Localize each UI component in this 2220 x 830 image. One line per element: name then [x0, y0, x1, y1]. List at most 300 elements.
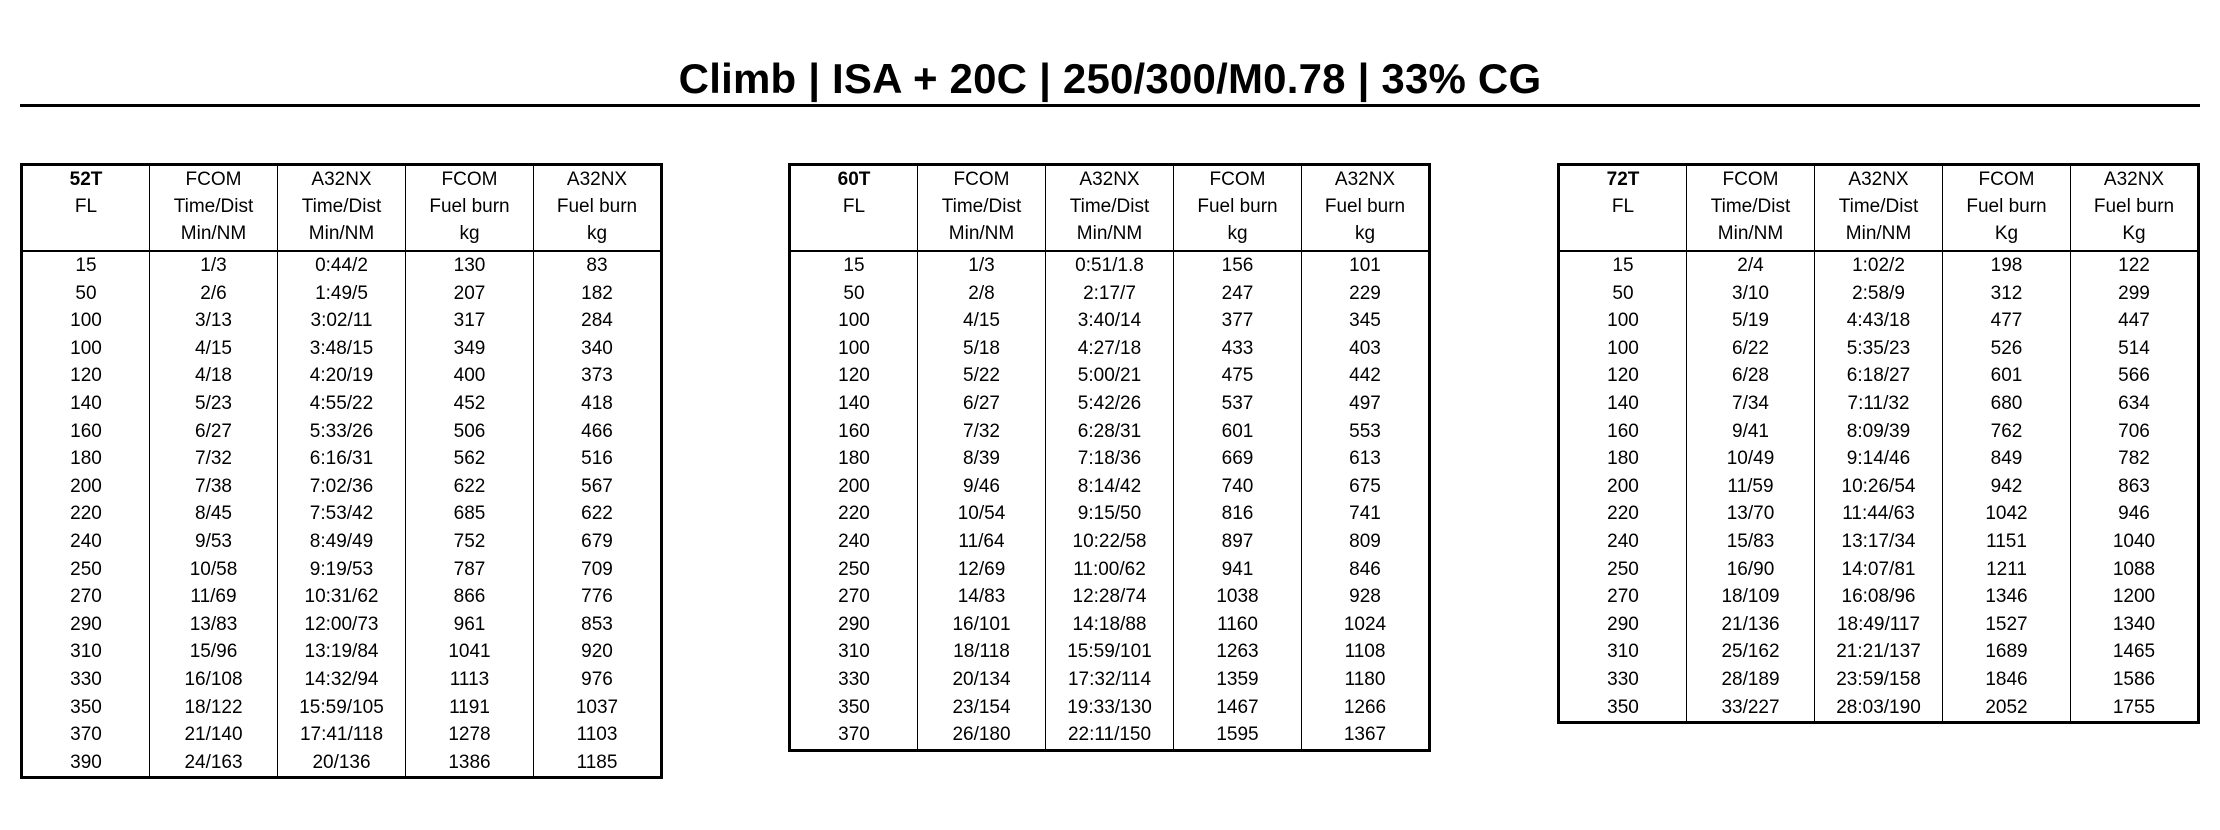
title-underline — [20, 104, 2200, 107]
cell-fcom-time-dist: 5/19 — [1687, 307, 1815, 335]
header-line: kg — [459, 223, 480, 244]
header-line: Time/Dist — [1069, 196, 1150, 217]
cell-fcom-fuel-burn: 506 — [406, 418, 534, 446]
cell-a32nx-time-dist: 28:03/190 — [1815, 694, 1943, 723]
cell-fcom-fuel-burn: 680 — [1943, 390, 2071, 418]
cell-fcom-fuel-burn: 1846 — [1943, 666, 2071, 694]
cell-fl: 310 — [70, 641, 102, 663]
table-row — [790, 390, 1430, 418]
cell-fl: 250 — [70, 558, 102, 580]
cell-fl: 100 — [1607, 310, 1639, 332]
cell-a32nx-fuel-burn: 782 — [2071, 445, 2199, 473]
table-row — [1559, 528, 2199, 556]
header-line: kg — [1227, 223, 1248, 244]
table-row — [22, 583, 662, 611]
cell-fl: 100 — [70, 337, 102, 359]
cell-a32nx-fuel-burn: 863 — [2071, 473, 2199, 501]
table-row — [790, 583, 1430, 611]
cell-fcom-fuel-burn: 1386 — [406, 749, 534, 778]
cell-fcom-fuel-burn: 740 — [1174, 473, 1302, 501]
cell-fcom-time-dist: 1/3 — [150, 251, 278, 280]
cell-a32nx-time-dist: 4:20/19 — [278, 362, 406, 390]
header-row — [790, 165, 1430, 252]
cell-fl: 15 — [75, 255, 97, 276]
header-line: Min/NM — [1845, 223, 1912, 244]
cell-fl: 160 — [70, 420, 102, 442]
cell-a32nx-time-dist: 9:15/50 — [1046, 500, 1174, 528]
cell-fl: 160 — [838, 420, 870, 442]
cell-fl: 140 — [838, 392, 870, 414]
cell-a32nx-fuel-burn: 1755 — [2071, 694, 2199, 723]
cell-a32nx-time-dist: 16:08/96 — [1815, 583, 1943, 611]
cell-fcom-fuel-burn: 762 — [1943, 418, 2071, 446]
cell-fcom-time-dist: 7/32 — [918, 418, 1046, 446]
header-line: A32NX — [311, 169, 372, 190]
table-row — [22, 445, 662, 473]
cell-a32nx-time-dist: 5:35/23 — [1815, 335, 1943, 363]
column-header-fcom-fuel-burn — [406, 165, 534, 252]
cell-fcom-fuel-burn: 1263 — [1174, 638, 1302, 666]
table-row — [22, 666, 662, 694]
table-row — [1559, 445, 2199, 473]
header-line — [791, 220, 917, 247]
cell-a32nx-time-dist: 18:49/117 — [1815, 611, 1943, 639]
cell-fcom-fuel-burn: 787 — [406, 556, 534, 584]
cell-fcom-fuel-burn: 207 — [406, 280, 534, 308]
cell-fcom-time-dist: 4/15 — [918, 307, 1046, 335]
cell-fcom-fuel-burn: 1346 — [1943, 583, 2071, 611]
climb-table-60t — [788, 163, 1431, 752]
cell-fl: 240 — [1607, 530, 1639, 552]
cell-a32nx-time-dist: 12:28/74 — [1046, 583, 1174, 611]
cell-a32nx-time-dist: 5:42/26 — [1046, 390, 1174, 418]
cell-fcom-fuel-burn: 622 — [406, 473, 534, 501]
header-line: kg — [586, 223, 608, 244]
cell-fcom-time-dist: 16/108 — [150, 666, 278, 694]
cell-fcom-time-dist: 13/83 — [150, 611, 278, 639]
header-line: A32NX — [566, 169, 628, 190]
cell-a32nx-fuel-burn: 340 — [534, 335, 662, 363]
cell-fl: 120 — [70, 365, 102, 387]
cell-fl: 330 — [70, 668, 102, 690]
header-line: Fuel burn — [556, 196, 638, 217]
table-row — [22, 473, 662, 501]
table-row — [1559, 362, 2199, 390]
table-row — [1559, 556, 2199, 584]
table-row — [1559, 473, 2199, 501]
cell-fcom-fuel-burn: 752 — [406, 528, 534, 556]
column-header-a32nx-time-dist — [1046, 165, 1174, 252]
cell-a32nx-time-dist: 5:00/21 — [1046, 362, 1174, 390]
header-line: Min/NM — [1076, 223, 1143, 244]
cell-a32nx-time-dist: 10:26/54 — [1815, 473, 1943, 501]
cell-a32nx-fuel-burn: 566 — [2071, 362, 2199, 390]
cell-fl: 120 — [838, 365, 870, 387]
cell-fcom-time-dist: 18/122 — [150, 694, 278, 722]
cell-fcom-time-dist: 8/39 — [918, 445, 1046, 473]
cell-a32nx-fuel-burn: 776 — [534, 583, 662, 611]
cell-a32nx-fuel-burn: 1024 — [1302, 611, 1430, 639]
cell-fl: 120 — [1607, 365, 1639, 387]
table-row — [22, 390, 662, 418]
cell-a32nx-time-dist: 17:32/114 — [1046, 666, 1174, 694]
cell-fcom-fuel-burn: 537 — [1174, 390, 1302, 418]
header-line: FCOM — [1978, 169, 2035, 190]
cell-a32nx-fuel-burn: 403 — [1302, 335, 1430, 363]
table-row — [790, 528, 1430, 556]
column-header-fcom-time-dist — [918, 165, 1046, 252]
table-row — [22, 749, 662, 778]
cell-fl: 140 — [1607, 392, 1639, 414]
cell-a32nx-fuel-burn: 345 — [1302, 307, 1430, 335]
table-row — [22, 721, 662, 749]
cell-a32nx-time-dist: 7:02/36 — [278, 473, 406, 501]
cell-a32nx-time-dist: 5:33/26 — [278, 418, 406, 446]
header-line: FL — [74, 196, 98, 217]
table-row — [790, 473, 1430, 501]
cell-a32nx-time-dist: 3:02/11 — [278, 307, 406, 335]
cell-fl: 240 — [70, 530, 102, 552]
cell-fcom-fuel-burn: 156 — [1174, 251, 1302, 280]
header-row — [1559, 165, 2199, 252]
cell-a32nx-time-dist: 4:55/22 — [278, 390, 406, 418]
cell-a32nx-fuel-burn: 83 — [534, 251, 662, 280]
cell-a32nx-fuel-burn: 1040 — [2071, 528, 2199, 556]
column-header-fcom-time-dist — [1687, 165, 1815, 252]
cell-fcom-fuel-burn: 685 — [406, 500, 534, 528]
table-row — [1559, 280, 2199, 308]
table-row — [790, 280, 1430, 308]
cell-a32nx-time-dist: 11:44/63 — [1815, 500, 1943, 528]
cell-fcom-fuel-burn: 1359 — [1174, 666, 1302, 694]
cell-a32nx-time-dist: 11:00/62 — [1046, 556, 1174, 584]
cell-fl: 370 — [70, 724, 102, 746]
cell-fcom-time-dist: 11/64 — [918, 528, 1046, 556]
table-row — [790, 307, 1430, 335]
column-header-fcom-fuel-burn — [1174, 165, 1302, 252]
cell-a32nx-fuel-burn: 1088 — [2071, 556, 2199, 584]
cell-fcom-fuel-burn: 1191 — [406, 694, 534, 722]
cell-fcom-time-dist: 7/32 — [150, 445, 278, 473]
cell-a32nx-time-dist: 15:59/105 — [278, 694, 406, 722]
cell-a32nx-time-dist: 3:48/15 — [278, 335, 406, 363]
cell-a32nx-fuel-burn: 613 — [1302, 445, 1430, 473]
cell-fl: 180 — [70, 448, 102, 470]
header-line: FL — [1611, 196, 1635, 217]
cell-a32nx-time-dist: 19:33/130 — [1046, 694, 1174, 722]
header-line: A32NX — [1334, 169, 1396, 190]
cell-fcom-time-dist: 23/154 — [918, 694, 1046, 722]
table-row — [790, 638, 1430, 666]
cell-fl: 390 — [70, 751, 102, 773]
header-line: Time/Dist — [301, 196, 382, 217]
table-row — [790, 500, 1430, 528]
column-header-a32nx-fuel-burn — [534, 165, 662, 252]
cell-fcom-time-dist: 9/53 — [150, 528, 278, 556]
cell-a32nx-time-dist: 3:40/14 — [1046, 307, 1174, 335]
cell-fcom-fuel-burn: 961 — [406, 611, 534, 639]
table-row — [790, 556, 1430, 584]
cell-a32nx-time-dist: 22:11/150 — [1046, 721, 1174, 750]
cell-fcom-fuel-burn: 816 — [1174, 500, 1302, 528]
cell-fcom-time-dist: 2/4 — [1687, 251, 1815, 280]
cell-fcom-fuel-burn: 312 — [1943, 280, 2071, 308]
cell-fcom-time-dist: 28/189 — [1687, 666, 1815, 694]
table-row — [790, 445, 1430, 473]
table-row — [22, 251, 662, 280]
cell-a32nx-fuel-burn: 920 — [534, 638, 662, 666]
cell-fl: 310 — [1607, 641, 1639, 663]
cell-fl: 220 — [838, 503, 870, 525]
cell-fcom-time-dist: 3/10 — [1687, 280, 1815, 308]
cell-a32nx-fuel-burn: 1340 — [2071, 611, 2199, 639]
table-row — [790, 694, 1430, 722]
cell-fcom-fuel-burn: 562 — [406, 445, 534, 473]
cell-a32nx-fuel-burn: 1266 — [1302, 694, 1430, 722]
cell-fcom-fuel-burn: 866 — [406, 583, 534, 611]
cell-a32nx-fuel-burn: 1185 — [534, 749, 662, 778]
cell-fcom-fuel-burn: 941 — [1174, 556, 1302, 584]
cell-a32nx-time-dist: 13:17/34 — [1815, 528, 1943, 556]
cell-a32nx-fuel-burn: 706 — [2071, 418, 2199, 446]
cell-fcom-time-dist: 7/34 — [1687, 390, 1815, 418]
cell-fcom-time-dist: 11/59 — [1687, 473, 1815, 501]
cell-a32nx-fuel-burn: 447 — [2071, 307, 2199, 335]
header-line: Time/Dist — [1710, 196, 1791, 217]
table-row — [1559, 500, 2199, 528]
cell-fcom-time-dist: 2/8 — [918, 280, 1046, 308]
cell-fl: 200 — [838, 475, 870, 497]
cell-a32nx-fuel-burn: 1465 — [2071, 638, 2199, 666]
cell-fcom-fuel-burn: 1151 — [1943, 528, 2071, 556]
cell-fcom-time-dist: 16/101 — [918, 611, 1046, 639]
table-row — [22, 694, 662, 722]
cell-fl: 370 — [838, 724, 870, 746]
cell-fl: 220 — [1607, 503, 1639, 525]
table-row — [1559, 611, 2199, 639]
cell-fl: 270 — [838, 586, 870, 608]
column-header-fl — [22, 165, 150, 252]
cell-a32nx-time-dist: 13:19/84 — [278, 638, 406, 666]
cell-a32nx-fuel-burn: 946 — [2071, 500, 2199, 528]
cell-fcom-time-dist: 3/13 — [150, 307, 278, 335]
cell-fl: 180 — [1607, 448, 1639, 470]
header-line: A32NX — [2103, 169, 2165, 190]
cell-fl: 350 — [838, 696, 870, 718]
column-header-fl — [790, 165, 918, 252]
cell-fcom-time-dist: 12/69 — [918, 556, 1046, 584]
cell-fcom-fuel-burn: 1160 — [1174, 611, 1302, 639]
cell-a32nx-fuel-burn: 514 — [2071, 335, 2199, 363]
cell-a32nx-time-dist: 1:49/5 — [278, 280, 406, 308]
cell-fcom-fuel-burn: 433 — [1174, 335, 1302, 363]
header-line: Time/Dist — [1838, 196, 1919, 217]
header-row — [22, 165, 662, 252]
cell-fl: 50 — [843, 282, 865, 304]
header-line: Fuel burn — [1324, 196, 1406, 217]
cell-a32nx-fuel-burn: 418 — [534, 390, 662, 418]
cell-fcom-fuel-burn: 1595 — [1174, 721, 1302, 750]
table-row — [22, 556, 662, 584]
table-row — [790, 418, 1430, 446]
cell-a32nx-fuel-burn: 741 — [1302, 500, 1430, 528]
cell-a32nx-fuel-burn: 679 — [534, 528, 662, 556]
cell-fcom-time-dist: 7/38 — [150, 473, 278, 501]
cell-fcom-time-dist: 9/46 — [918, 473, 1046, 501]
header-line: Fuel burn — [1966, 196, 2047, 217]
cell-a32nx-fuel-burn: 809 — [1302, 528, 1430, 556]
cell-a32nx-fuel-burn: 1200 — [2071, 583, 2199, 611]
header-line: Time/Dist — [173, 196, 254, 217]
cell-fcom-fuel-burn: 1467 — [1174, 694, 1302, 722]
column-header-fcom-time-dist — [150, 165, 278, 252]
cell-fcom-time-dist: 15/83 — [1687, 528, 1815, 556]
cell-a32nx-fuel-burn: 1108 — [1302, 638, 1430, 666]
cell-fl: 100 — [838, 310, 870, 332]
cell-a32nx-time-dist: 7:53/42 — [278, 500, 406, 528]
header-line: Time/Dist — [941, 196, 1022, 217]
cell-fl: 250 — [838, 558, 870, 580]
cell-fcom-time-dist: 21/136 — [1687, 611, 1815, 639]
header-line: FCOM — [441, 169, 498, 190]
cell-fcom-fuel-burn: 247 — [1174, 280, 1302, 308]
table-row — [1559, 694, 2199, 723]
cell-a32nx-fuel-burn: 299 — [2071, 280, 2199, 308]
header-line: FL — [842, 196, 866, 217]
cell-fcom-fuel-burn: 942 — [1943, 473, 2071, 501]
cell-a32nx-time-dist: 1:02/2 — [1815, 251, 1943, 280]
table-row — [1559, 418, 2199, 446]
cell-a32nx-time-dist: 12:00/73 — [278, 611, 406, 639]
cell-fcom-fuel-burn: 1041 — [406, 638, 534, 666]
cell-fcom-time-dist: 20/134 — [918, 666, 1046, 694]
cell-fl: 350 — [1607, 696, 1639, 718]
cell-fcom-time-dist: 5/22 — [918, 362, 1046, 390]
cell-fcom-fuel-burn: 1211 — [1943, 556, 2071, 584]
table-row — [790, 721, 1430, 750]
cell-fcom-fuel-burn: 601 — [1174, 418, 1302, 446]
cell-fcom-time-dist: 4/18 — [150, 362, 278, 390]
header-line: Kg — [1994, 223, 2019, 244]
cell-a32nx-time-dist: 8:14/42 — [1046, 473, 1174, 501]
cell-a32nx-time-dist: 8:09/39 — [1815, 418, 1943, 446]
table-row — [22, 307, 662, 335]
weight-label: 72T — [1606, 169, 1640, 190]
cell-a32nx-time-dist: 14:07/81 — [1815, 556, 1943, 584]
cell-a32nx-time-dist: 17:41/118 — [278, 721, 406, 749]
climb-table-52t — [20, 163, 663, 779]
cell-a32nx-fuel-burn: 229 — [1302, 280, 1430, 308]
weight-label: 60T — [837, 169, 871, 190]
cell-a32nx-fuel-burn: 853 — [534, 611, 662, 639]
cell-fcom-fuel-burn: 669 — [1174, 445, 1302, 473]
cell-fcom-time-dist: 15/96 — [150, 638, 278, 666]
cell-fl: 250 — [1607, 558, 1639, 580]
table-row — [790, 362, 1430, 390]
cell-a32nx-time-dist: 2:58/9 — [1815, 280, 1943, 308]
cell-fcom-fuel-burn: 1527 — [1943, 611, 2071, 639]
table-row — [1559, 638, 2199, 666]
cell-fcom-fuel-burn: 317 — [406, 307, 534, 335]
table-row — [790, 335, 1430, 363]
cell-fcom-time-dist: 10/49 — [1687, 445, 1815, 473]
cell-fl: 240 — [838, 530, 870, 552]
weight-label: 52T — [69, 169, 103, 190]
table-row — [790, 666, 1430, 694]
cell-fl: 140 — [70, 392, 102, 414]
cell-fl: 220 — [70, 503, 102, 525]
cell-fcom-time-dist: 10/58 — [150, 556, 278, 584]
table-row — [22, 638, 662, 666]
cell-a32nx-time-dist: 6:18/27 — [1815, 362, 1943, 390]
header-line: kg — [1354, 223, 1376, 244]
cell-a32nx-fuel-burn: 1367 — [1302, 721, 1430, 750]
cell-a32nx-time-dist: 23:59/158 — [1815, 666, 1943, 694]
cell-fcom-fuel-burn: 849 — [1943, 445, 2071, 473]
cell-fl: 100 — [838, 337, 870, 359]
cell-a32nx-fuel-burn: 1103 — [534, 721, 662, 749]
cell-fcom-fuel-burn: 475 — [1174, 362, 1302, 390]
cell-fcom-fuel-burn: 1042 — [1943, 500, 2071, 528]
climb-table-72t — [1557, 163, 2200, 724]
header-line: Min/NM — [180, 223, 247, 244]
cell-a32nx-fuel-burn: 1586 — [2071, 666, 2199, 694]
cell-a32nx-time-dist: 4:43/18 — [1815, 307, 1943, 335]
cell-a32nx-fuel-burn: 442 — [1302, 362, 1430, 390]
cell-fl: 180 — [838, 448, 870, 470]
header-line: FCOM — [1209, 169, 1266, 190]
table-row — [22, 500, 662, 528]
cell-fl: 270 — [70, 586, 102, 608]
cell-fl: 290 — [1607, 613, 1639, 635]
cell-fcom-time-dist: 5/18 — [918, 335, 1046, 363]
table-row — [790, 611, 1430, 639]
cell-fcom-time-dist: 5/23 — [150, 390, 278, 418]
cell-fl: 270 — [1607, 586, 1639, 608]
cell-a32nx-time-dist: 0:51/1.8 — [1046, 251, 1174, 280]
header-line: Fuel burn — [1197, 196, 1278, 217]
cell-a32nx-fuel-burn: 846 — [1302, 556, 1430, 584]
cell-a32nx-time-dist: 7:11/32 — [1815, 390, 1943, 418]
cell-fcom-fuel-burn: 601 — [1943, 362, 2071, 390]
cell-fl: 15 — [1612, 255, 1634, 276]
cell-fcom-fuel-burn: 897 — [1174, 528, 1302, 556]
cell-a32nx-fuel-burn: 497 — [1302, 390, 1430, 418]
cell-a32nx-fuel-burn: 1180 — [1302, 666, 1430, 694]
cell-fl: 200 — [1607, 475, 1639, 497]
cell-fl: 15 — [843, 255, 865, 276]
header-line: Fuel burn — [429, 196, 510, 217]
cell-fcom-time-dist: 10/54 — [918, 500, 1046, 528]
cell-fcom-time-dist: 2/6 — [150, 280, 278, 308]
cell-fl: 100 — [70, 310, 102, 332]
cell-a32nx-time-dist: 10:31/62 — [278, 583, 406, 611]
cell-a32nx-fuel-burn: 122 — [2071, 251, 2199, 280]
cell-fl: 290 — [70, 613, 102, 635]
cell-a32nx-fuel-burn: 567 — [534, 473, 662, 501]
cell-a32nx-time-dist: 9:14/46 — [1815, 445, 1943, 473]
cell-fl: 200 — [70, 475, 102, 497]
cell-fcom-fuel-burn: 198 — [1943, 251, 2071, 280]
page-title: Climb | ISA + 20C | 250/300/M0.78 | 33% CG — [678, 55, 1542, 102]
header-line: FCOM — [185, 169, 242, 190]
header-line: Min/NM — [948, 223, 1015, 244]
cell-fcom-time-dist: 18/109 — [1687, 583, 1815, 611]
cell-fcom-fuel-burn: 526 — [1943, 335, 2071, 363]
header-line: A32NX — [1079, 169, 1140, 190]
cell-a32nx-time-dist: 0:44/2 — [278, 251, 406, 280]
cell-a32nx-fuel-burn: 622 — [534, 500, 662, 528]
